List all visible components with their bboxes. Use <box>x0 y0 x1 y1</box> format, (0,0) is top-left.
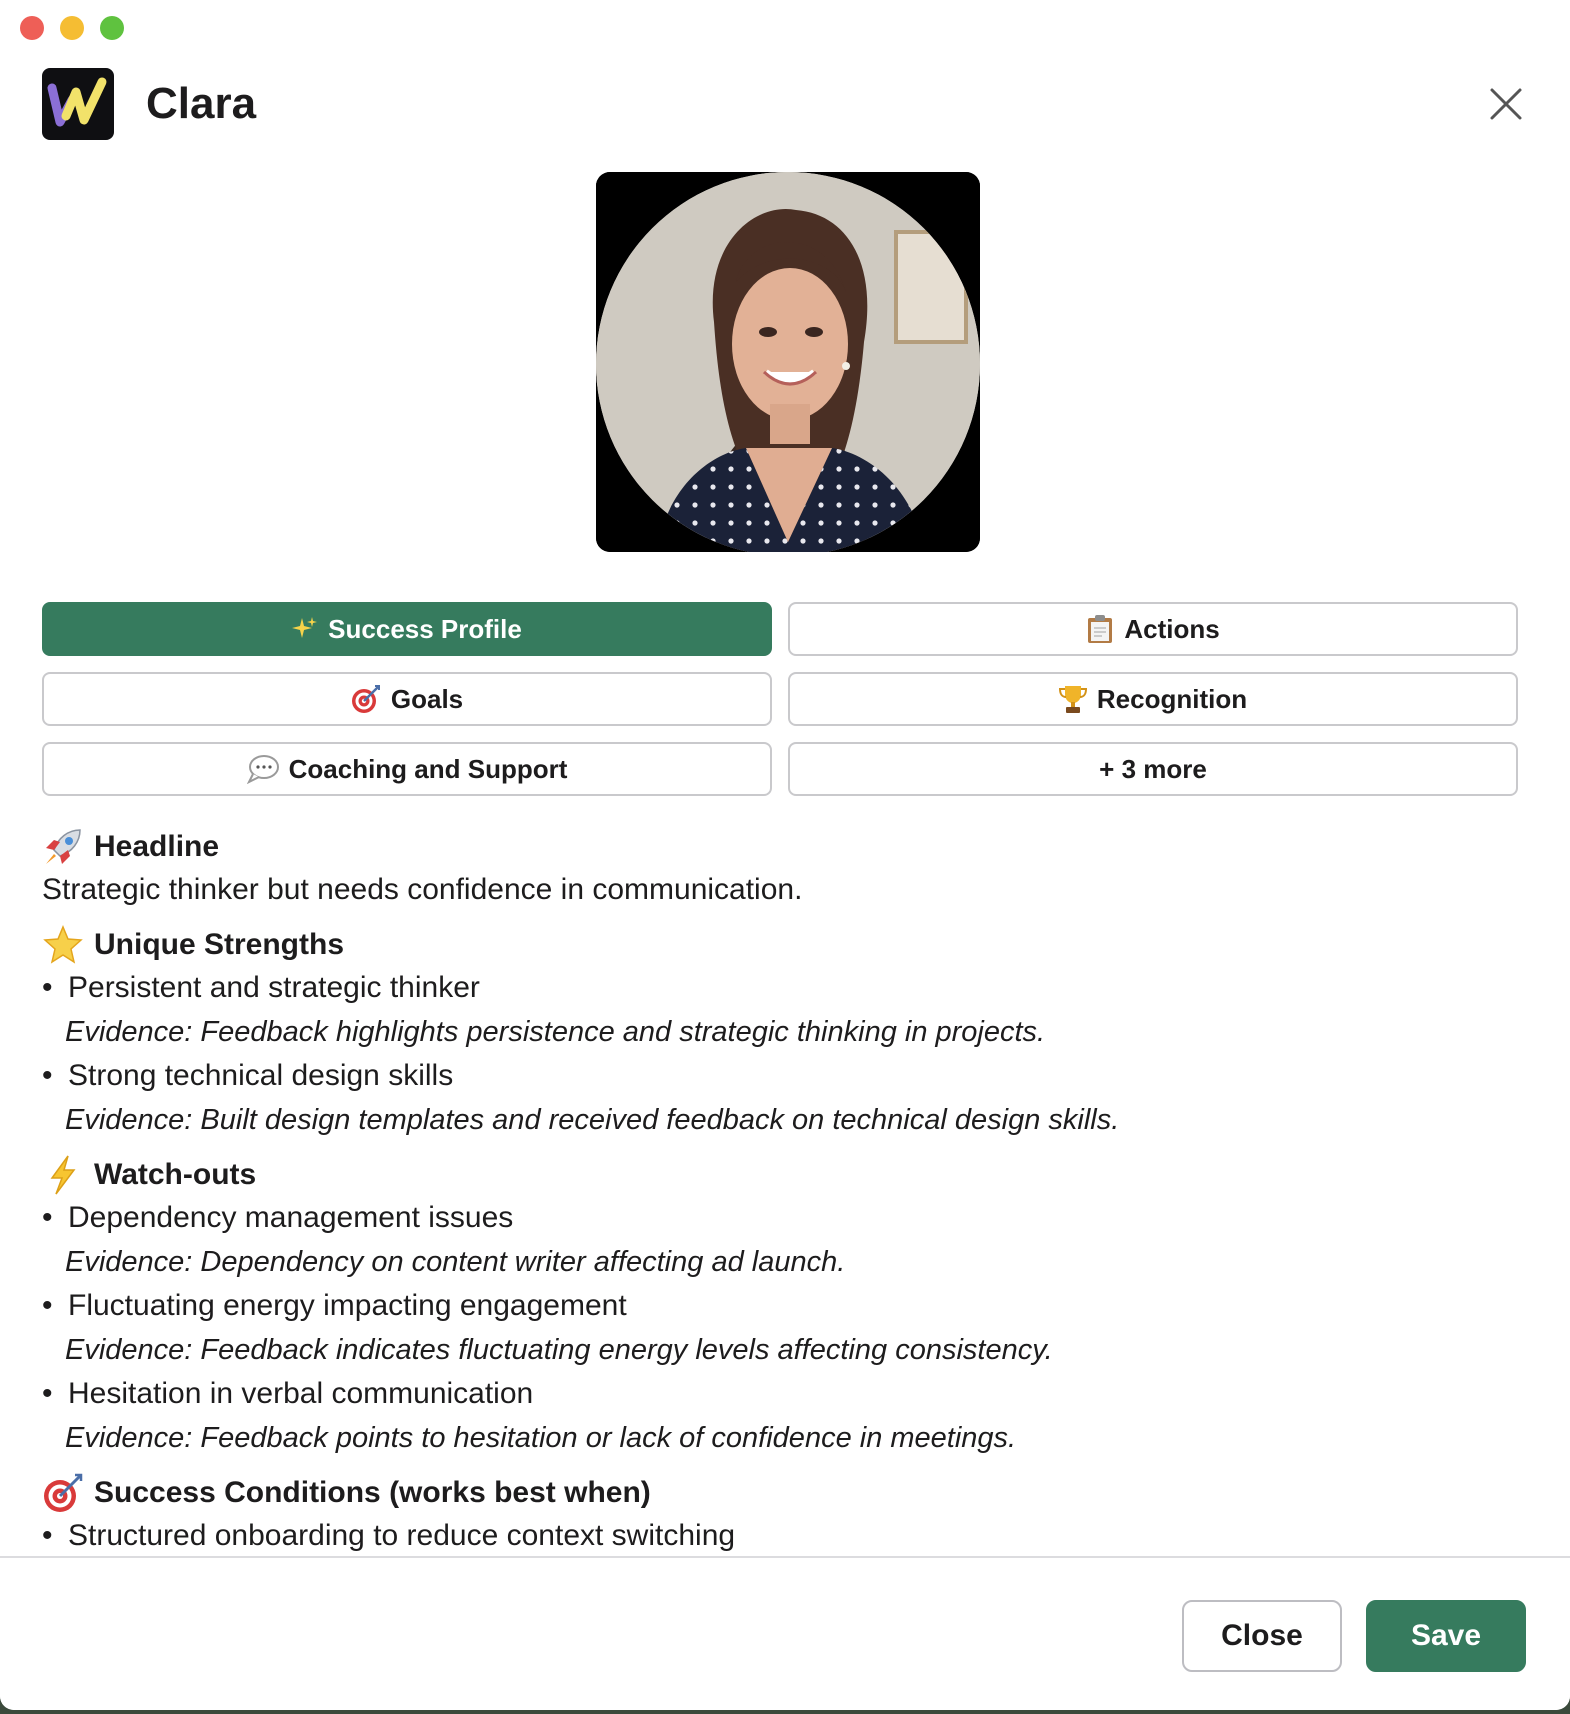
success-profile-content <box>42 826 1502 1556</box>
sparkles-icon <box>292 616 318 642</box>
list-item: • Strong technical design skills <box>42 1054 1502 1098</box>
clipboard-icon <box>1086 614 1114 644</box>
tab-label: Actions <box>1124 613 1220 644</box>
evidence-text: Evidence: Feedback indicates fluctuating energy levels affecting consistency. <box>65 1334 1053 1366</box>
section-heading <box>42 1154 1502 1196</box>
close-icon[interactable] <box>1484 82 1528 126</box>
strength-text: Persistent and strategic thinker <box>68 971 480 1004</box>
strength-text: Strong technical design skills <box>68 1059 454 1092</box>
modal-footer <box>0 1556 1570 1710</box>
condition-text: Structured onboarding to reduce context switching <box>68 1519 736 1552</box>
tab-label: Success Profile <box>328 613 522 644</box>
evidence-text: Evidence: Built design templates and received feedback on technical design skills. <box>65 1104 1120 1136</box>
headline-section <box>42 826 1502 912</box>
target-icon <box>42 1472 84 1514</box>
avatar <box>596 172 980 552</box>
tab-coaching-and-support[interactable] <box>42 742 772 796</box>
watchouts-section <box>42 1154 1502 1460</box>
trophy-icon <box>1059 684 1087 714</box>
conditions-title: Success Conditions (works best when) <box>94 1476 651 1509</box>
list-item: • Persistent and strategic thinker <box>42 966 1502 1010</box>
evidence-text: Evidence: Dependency on content writer affecting ad launch. <box>65 1246 846 1278</box>
tab-more[interactable] <box>788 742 1518 796</box>
rocket-icon <box>42 826 84 868</box>
list-item: • Dependency management issues <box>42 1196 1502 1240</box>
strengths-title: Unique Strengths <box>94 928 345 961</box>
evidence-text: Evidence: Feedback points to hesitation or lack of confidence in meetings. <box>65 1422 1017 1454</box>
tab-label: Recognition <box>1096 683 1248 714</box>
close-button[interactable]: Close <box>1182 1600 1342 1672</box>
section-heading <box>42 826 1502 868</box>
tab-label: Coaching and Support <box>288 753 568 784</box>
tab-actions[interactable] <box>788 602 1518 656</box>
evidence-text: Evidence: Feedback highlights persistence and strategic thinking in projects. <box>65 1016 1046 1048</box>
save-button[interactable]: Save <box>1366 1600 1526 1672</box>
watchout-text: Hesitation in verbal communication <box>68 1377 534 1410</box>
list-item: • Structured onboarding to reduce context switching <box>42 1514 1502 1556</box>
tab-label: + 3 more <box>1099 753 1207 784</box>
tab-success-profile[interactable] <box>42 602 772 656</box>
target-icon <box>351 684 381 714</box>
strengths-section <box>42 924 1502 1142</box>
profile-tabs <box>42 602 1518 796</box>
conditions-section <box>42 1472 1502 1556</box>
section-heading <box>42 1472 1502 1514</box>
tab-recognition[interactable] <box>788 672 1518 726</box>
headline-title: Headline <box>94 830 220 863</box>
watchouts-title: Watch-outs <box>94 1158 257 1191</box>
speech-bubble-icon <box>247 754 279 784</box>
page-title: Clara <box>146 79 257 128</box>
tab-goals[interactable] <box>42 672 772 726</box>
modal-header <box>42 68 1528 140</box>
watchout-text: Fluctuating energy impacting engagement <box>68 1289 627 1322</box>
watchout-text: Dependency management issues <box>68 1201 514 1234</box>
lightning-icon <box>42 1154 84 1196</box>
tab-label: Goals <box>390 683 464 714</box>
app-logo-icon <box>42 68 114 140</box>
list-item: • Hesitation in verbal communication <box>42 1372 1502 1416</box>
window-controls <box>20 16 124 40</box>
list-item: • Fluctuating energy impacting engagement <box>42 1284 1502 1328</box>
window-zoom-button[interactable] <box>100 16 124 40</box>
headline-text: Strategic thinker but needs confidence in communication. <box>42 873 803 906</box>
window-minimize-button[interactable] <box>60 16 84 40</box>
window-close-button[interactable] <box>20 16 44 40</box>
section-heading <box>42 924 1502 966</box>
star-icon <box>42 924 84 966</box>
